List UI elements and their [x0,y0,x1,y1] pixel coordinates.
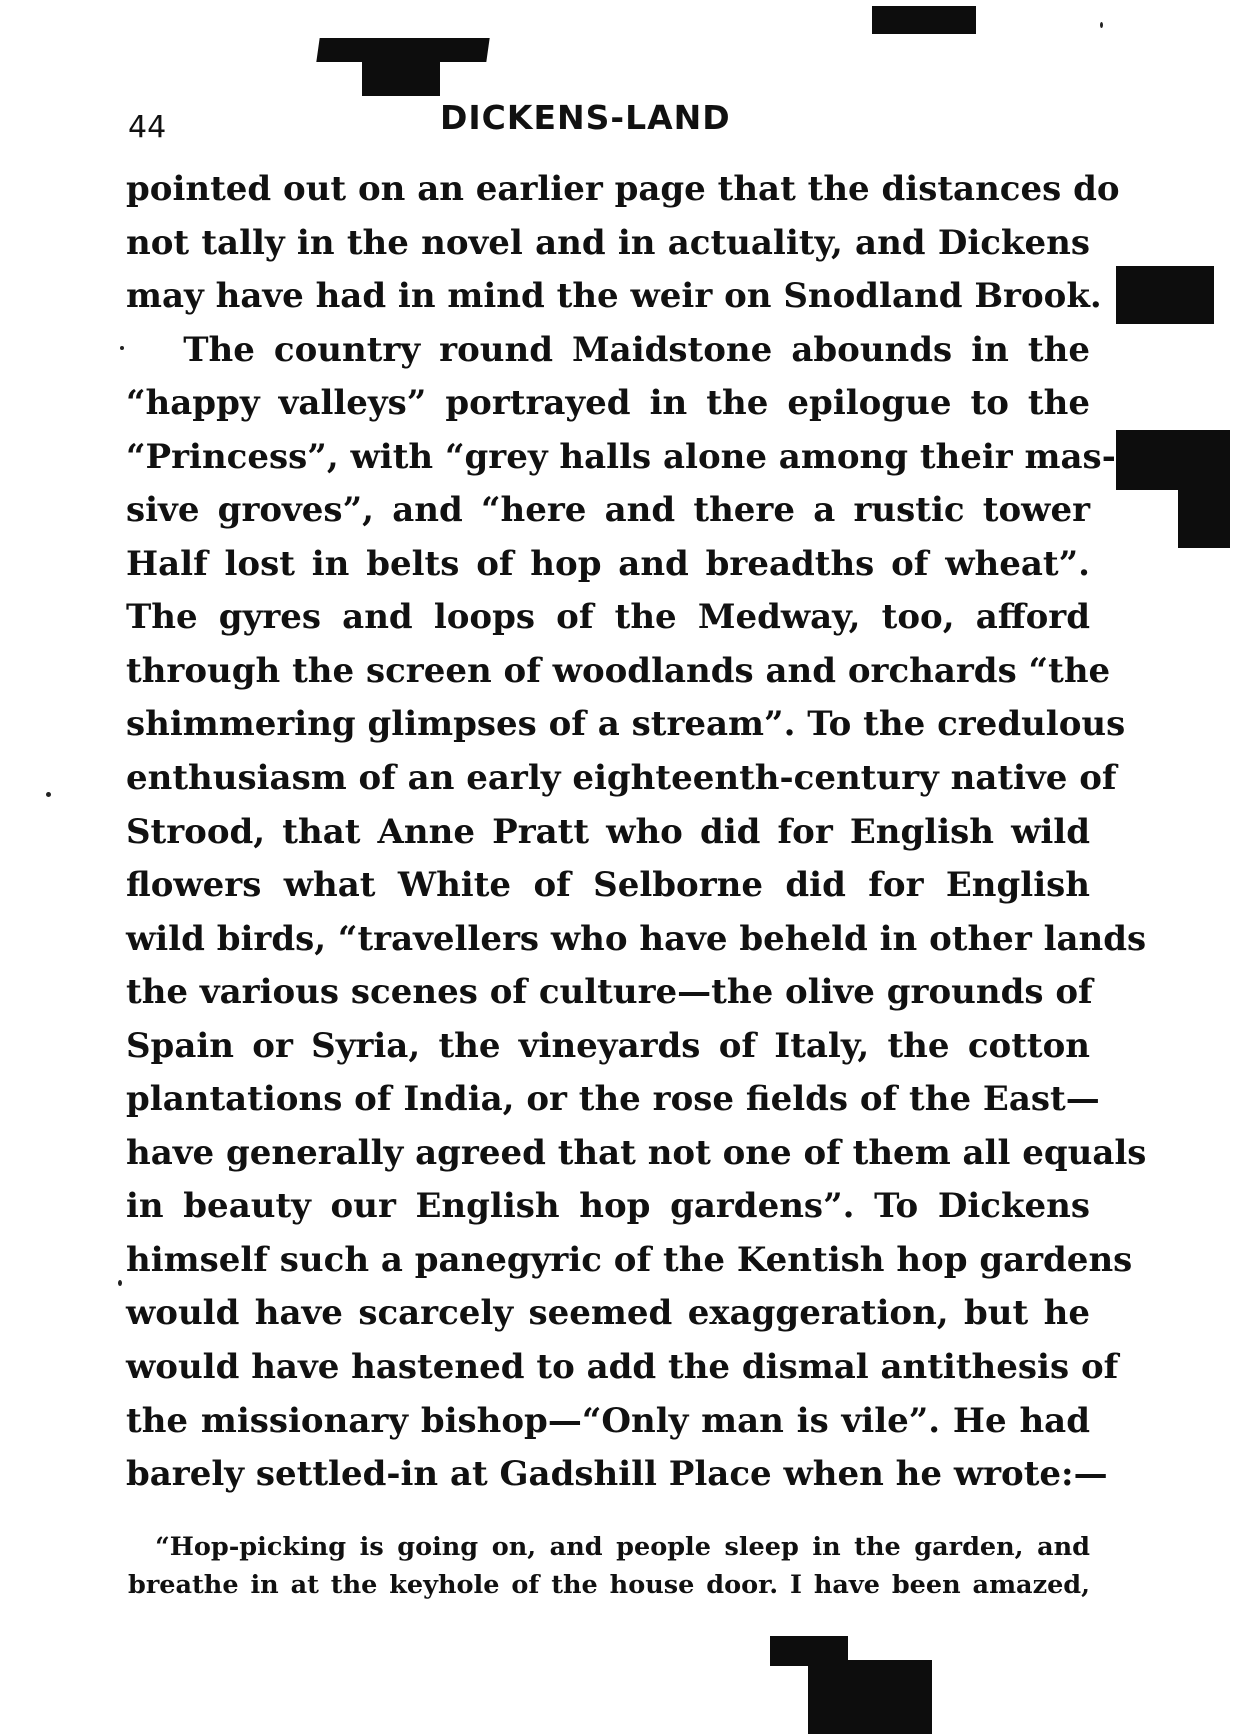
scan-blot-right-middle-stem [1178,486,1230,548]
text-line: Spain or Syria, the vineyards of Italy, the cotton [126,1025,1090,1066]
text-line: plantations of India, or the rose fields of the East— [126,1079,1100,1120]
scan-speck [118,1280,122,1286]
text-line: Strood, that Anne Pratt who did for English wild [126,811,1090,852]
block-quote [128,1528,1090,1604]
body-text [126,163,1147,1502]
text-line: shimmering glimpses of a stream”. To the credulous [126,704,1126,745]
text-line: “happy valleys” portrayed in the epilogue to the [126,383,1090,424]
text-line: The gyres and loops of the Medway, too, afford [126,597,1090,638]
quote-line: breathe in at the keyhole of the house door. I have been amazed, [128,1570,1090,1600]
text-line: himself such a panegyric of the Kentish hop gardens [126,1239,1133,1280]
text-line: have generally agreed that not one of them all equals [126,1132,1147,1173]
text-line: sive groves”, and “here and there a rustic tower [126,490,1090,531]
text-line: enthusiasm of an early eighteenth-century native of [126,758,1117,799]
text-line: pointed out on an earlier page that the distances do [126,169,1120,209]
text-line: the missionary bishop—“Only man is vile”. He had [126,1400,1090,1441]
running-title: DICKENS-LAND [440,98,731,137]
scan-blot-top-left-stem [362,58,440,96]
text-line: the various scenes of culture—the olive grounds of [126,972,1093,1013]
scan-blot-right-upper [1116,266,1214,324]
quote-line: “Hop-picking is going on, and people sleep in the garden, and [128,1532,1090,1562]
text-line: may have had in mind the weir on Snodland Brook. [126,276,1102,317]
running-head [128,98,1088,144]
scan-blot-bottom-stem [808,1660,932,1734]
text-line: flowers what White of Selborne did for English [126,865,1090,906]
text-line: “Princess”, with “grey halls alone among their mas- [126,436,1116,477]
text-line: barely settled-in at Gadshill Place when he wrote:— [126,1454,1108,1495]
scan-blot-right-middle [1116,430,1230,490]
scan-speck [46,792,51,797]
text-line: The country round Maidstone abounds in the [126,329,1090,370]
text-line: in beauty our English hop gardens”. To Dickens [126,1186,1090,1227]
text-line: not tally in the novel and in actuality, and Dickens [126,222,1090,263]
text-line: Half lost in belts of hop and breadths of wheat”. [126,543,1090,584]
scan-blot-top-right [872,6,976,34]
page-number: 44 [128,110,167,145]
text-line: would have scarcely seemed exaggeration, but he [126,1293,1090,1334]
scan-speck [120,346,124,350]
text-line: wild birds, “travellers who have beheld in other lands [126,918,1147,959]
scan-speck [1100,22,1103,28]
text-line: would have hastened to add the dismal antithesis of [126,1347,1119,1388]
text-line: through the screen of woodlands and orchards “the [126,650,1111,691]
